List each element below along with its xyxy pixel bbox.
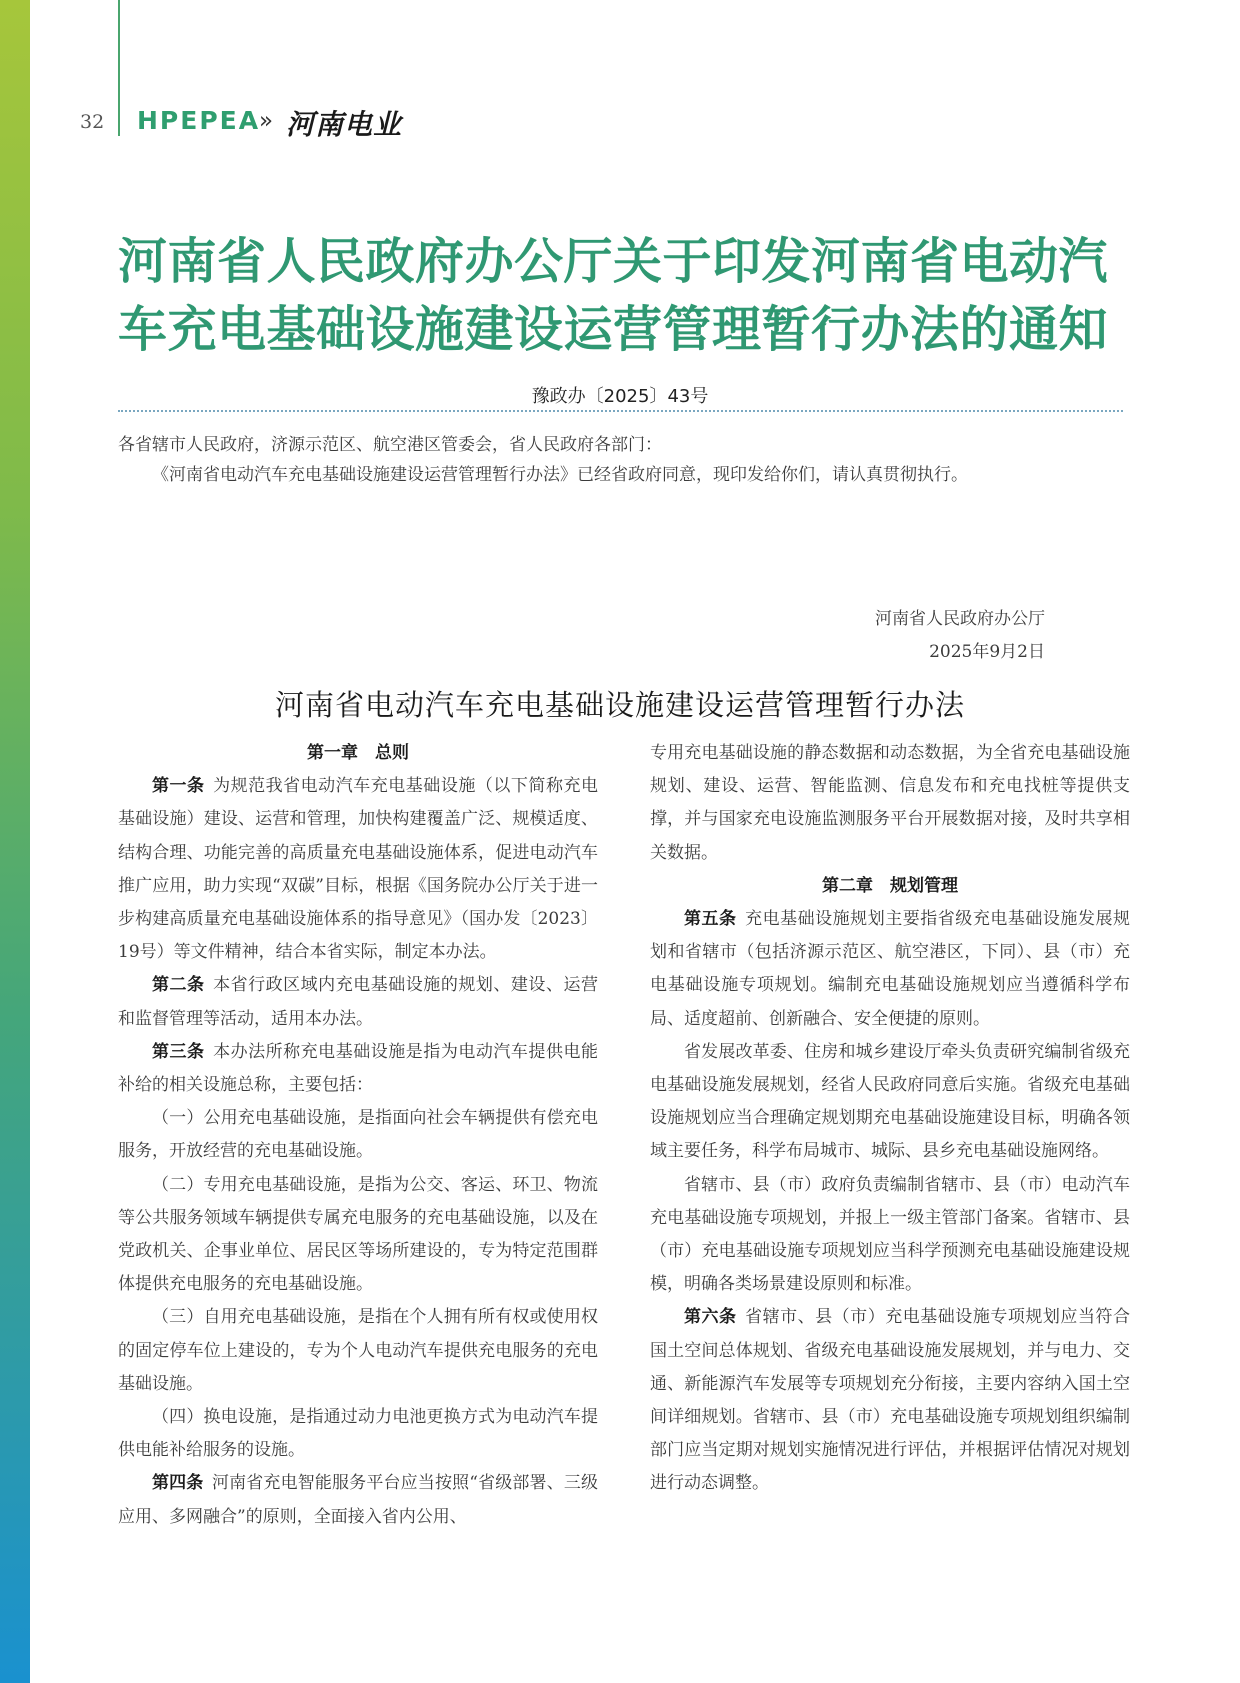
article-paragraph (118, 770, 598, 969)
left-column (118, 737, 598, 1534)
body-paragraph: 省辖市、县（市）政府负责编制省辖市、县（市）电动汽车充电基础设施专项规划，并报上一级主管部门备案。省辖市、县（市）充电基础设施专项规划应当科学预测充电基础设施建设规模，明确各类场景建设原则和标准。 (650, 1174, 1130, 1295)
article-text: 充电基础设施规划主要指省级充电基础设施发展规划和省辖市（包括济源示范区、航空港区，下同）、县（市）充电基础设施专项规划。编制充电基础设施规划应当遵循科学布局、适度超前、创新融合、安全便捷的原则。 (650, 909, 1130, 1029)
journal-logo-cn: 河南电业 (286, 108, 403, 141)
chevron-right-icon: » (259, 108, 274, 134)
dotted-divider (118, 410, 1123, 412)
article-continuation: 专用充电基础设施的静态数据和动态数据，为全省充电基础设施规划、建设、运营、智能监测、信息发布和充电找桩等提供支撑，并与国家充电设施监测服务平台开展数据对接，及时共享相关数据。 (650, 743, 1130, 863)
article-label: 第六条 (684, 1307, 737, 1328)
body-paragraph: 省发展改革委、住房和城乡建设厅牵头负责研究编制省级充电基础设施发展规划，经省人民政府同意后实施。省级充电基础设施规划应当合理确定规划期充电基础设施建设目标，明确各领域主要任务，科学布局城市、城际、县乡充电基础设施网络。 (650, 1041, 1130, 1162)
issue-date: 2025年9月2日 (929, 642, 1045, 662)
title-line-2: 车充电基础设施建设运营管理暂行办法的通知 (118, 301, 1109, 358)
article-text: 省辖市、县（市）充电基础设施专项规划应当符合国土空间总体规划、省级充电基础设施发展规划，并与电力、交通、新能源汽车发展等专项规划充分衔接，主要内容纳入国土空间详细规划。省辖市、县（市）充电基础设施专项规划组织编制部门应当定期对规划实施情况进行评估，并根据评估情况对规划进行动态调整。 (650, 1307, 1130, 1494)
article-label: 第五条 (684, 909, 737, 930)
right-column (650, 737, 1130, 1501)
article-text: 本办法所称充电基础设施是指为电动汽车提供电能补给的相关设施总称，主要包括： (118, 1041, 598, 1096)
article-label: 第一条 (152, 776, 205, 797)
header-divider (118, 0, 120, 136)
article-paragraph (118, 1036, 598, 1102)
list-item: （四）换电设施，是指通过动力电池更换方式为电动汽车提供电能补给服务的设施。 (118, 1407, 598, 1461)
measures-title: 河南省电动汽车充电基础设施建设运营管理暂行办法 (274, 688, 965, 722)
list-item: （一）公用充电基础设施，是指面向社会车辆提供有偿充电服务，开放经营的充电基础设施。 (118, 1108, 598, 1162)
title-line-1: 河南省人民政府办公厅关于印发河南省电动汽 (118, 233, 1109, 290)
article-label: 第三条 (152, 1041, 205, 1062)
journal-logo-en: HPEPEA (137, 106, 261, 135)
chapter-heading: 第一章 总则 (307, 743, 409, 763)
article-label: 第四条 (152, 1473, 204, 1494)
list-item: （三）自用充电基础设施，是指在个人拥有所有权或使用权的固定停车位上建设的，专为个人电动汽车提供充电服务的充电基础设施。 (118, 1307, 598, 1394)
chapter-heading: 第二章 规划管理 (822, 875, 958, 896)
page-title (118, 228, 1128, 364)
article-text: 本省行政区域内充电基础设施的规划、建设、运营和监督管理等活动，适用本办法。 (118, 975, 598, 1029)
article-paragraph (118, 1467, 598, 1533)
article-paragraph (650, 1301, 1130, 1500)
article-label: 第二条 (152, 975, 205, 996)
article-paragraph (118, 969, 598, 1035)
notice-recipients: 各省辖市人民政府，济源示范区、航空港区管委会，省人民政府各部门： (118, 435, 662, 455)
document-number: 豫政办〔2025〕43号 (531, 386, 709, 407)
notice-body: 《河南省电动汽车充电基础设施建设运营管理暂行办法》已经省政府同意，现印发给你们，请认真贯彻执行。 (152, 465, 968, 485)
article-paragraph (650, 903, 1130, 1036)
list-item: （二）专用充电基础设施，是指为公交、客运、环卫、物流等公共服务领域车辆提供专属充电服务的充电基础设施，以及在党政机关、企事业单位、居民区等场所建设的，专为特定范围群体提供充电服务的充电基础设施。 (118, 1174, 598, 1295)
article-text: 河南省充电智能服务平台应当按照“省级部署、三级应用、多网融合”的原则，全面接入省内公用、 (118, 1473, 598, 1527)
issuer: 河南省人民政府办公厅 (875, 609, 1045, 629)
side-color-bar (0, 0, 30, 1683)
article-text: 为规范我省电动汽车充电基础设施（以下简称充电基础设施）建设、运营和管理，加快构建覆盖广泛、规模适度、结构合理、功能完善的高质量充电基础设施体系，促进电动汽车推广应用，助力实现“双碳”目标，根据《国务院办公厅关于进一步构建高质量充电基础设施体系的指导意见》（国办发〔2023〕19号）等文件精神，结合本省实际，制定本办法。 (118, 776, 598, 963)
page-number: 32 (80, 111, 105, 133)
